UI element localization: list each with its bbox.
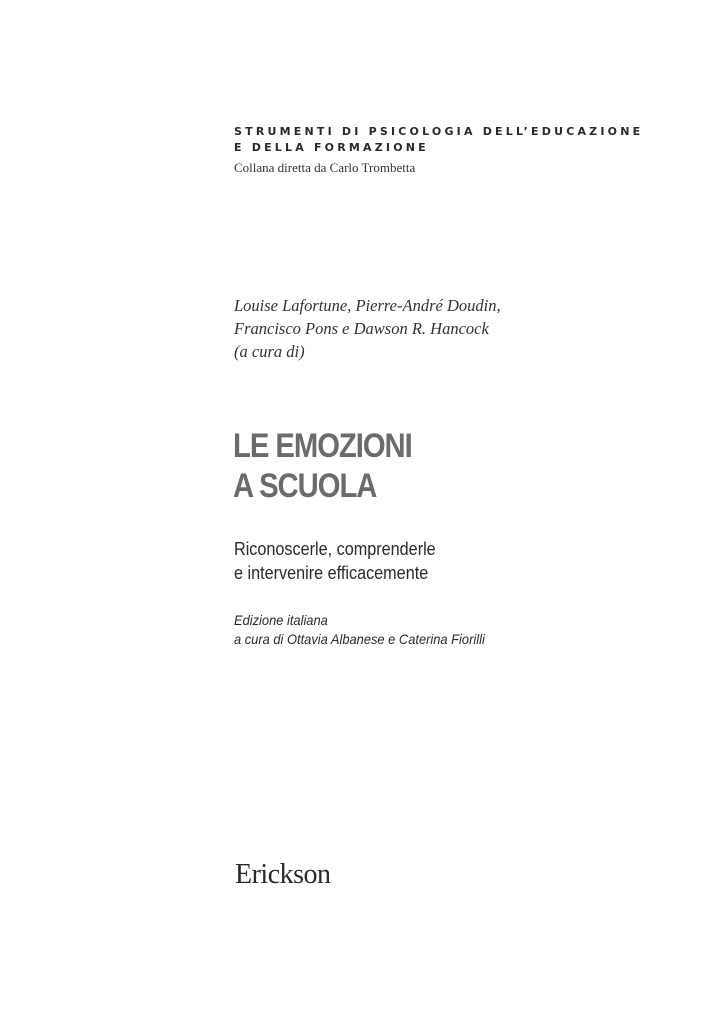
- authors-line-2: Francisco Pons e Dawson R. Hancock: [234, 319, 489, 338]
- book-title-line-2: A SCUOLA: [233, 467, 377, 505]
- series-block: [234, 124, 694, 177]
- edition-note-line-1: Edizione italiana: [234, 612, 328, 628]
- series-title-line-1: STRUMENTI DI PSICOLOGIA DELL’EDUCAZIONE: [234, 125, 644, 138]
- authors-role: (a cura di): [234, 342, 305, 361]
- authors-block: [234, 294, 654, 363]
- authors-line-1: Louise Lafortune, Pierre-André Doudin,: [234, 296, 501, 315]
- edition-note-line-2: a cura di Ottavia Albanese e Caterina Fiorilli: [234, 631, 485, 647]
- book-subtitle: [234, 537, 674, 585]
- book-subtitle-line-2: e intervenire efficacemente: [234, 563, 429, 583]
- publisher-name: Erickson: [235, 859, 331, 890]
- series-editor: Collana diretta da Carlo Trombetta: [234, 160, 416, 175]
- book-title: [233, 426, 693, 506]
- series-title-line-2: E DELLA FORMAZIONE: [234, 141, 429, 154]
- book-title-line-1: LE EMOZIONI: [233, 427, 412, 465]
- book-subtitle-line-1: Riconoscerle, comprenderle: [234, 539, 436, 559]
- edition-note: [234, 611, 674, 649]
